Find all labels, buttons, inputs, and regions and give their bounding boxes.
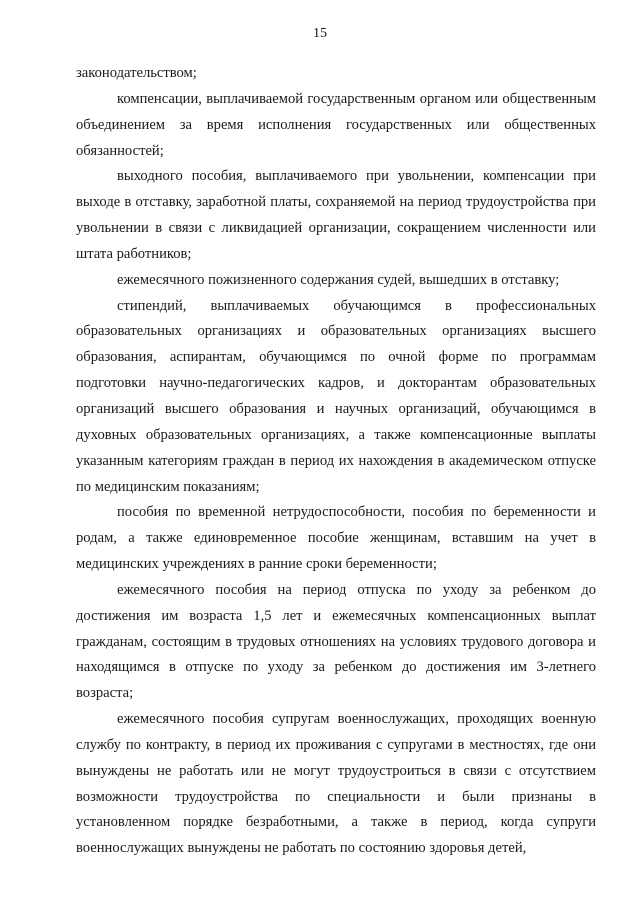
paragraph-legislation: законодательством; xyxy=(76,65,197,81)
paragraph-judges-allowance: ежемесячного пожизненного содержания судей, вышедших в отставку; xyxy=(117,271,560,288)
paragraph-sick-leave-benefits: пособия по временной нетрудоспособности, пособия по беременности и родам, а также единовременное пособие женщинам, вставшим на учет в медицинских учреждениях в ранние сроки беременности; xyxy=(76,504,596,573)
document-body xyxy=(76,61,596,862)
paragraph-stipends: стипендий, выплачиваемых обучающимся в профессиональных образовательных организациях и образовательных организациях высшего образования, аспирантам, обучающимся по очной форме по программам подготовки научно-педагогических кадров, и докторантам образовательных организаций высшего образования и научных организаций, обучающимся в духовных образовательных организациях, а также компенсационные выплаты указанным категориям граждан в период их нахождения в академическом отпуске по медицинским показаниям; xyxy=(76,297,596,495)
paragraph-childcare-allowance: ежемесячного пособия на период отпуска по уходу за ребенком до достижения им возраста 1,5 лет и ежемесячных компенсационных выплат гражданам, состоящим в трудовых отношениях на условиях трудового договора и находящимся в отпуске по уходу за ребенком до достижения им 3-летнего возраста; xyxy=(76,581,596,702)
paragraph-compensation-public-duties: компенсации, выплачиваемой государственным органом или общественным объединением за время исполнения государственных или общественных обязанностей; xyxy=(76,90,596,159)
paragraph-severance-pay: выходного пособия, выплачиваемого при увольнении, компенсации при выходе в отставку, заработной платы, сохраняемой на период трудоустройства при увольнении в связи с ликвидацией организации, сокращением численности или штата работников; xyxy=(76,168,596,262)
paragraph-military-spouses-allowance: ежемесячного пособия супругам военнослужащих, проходящих военную службу по контракту, в период их проживания с супругами в местностях, где они вынуждены не работать или не могут трудоустроиться в связи с отсутствием возможности трудоустройства по специальности и были признаны в установленном порядке безработными, а также в период, когда супруги военнослужащих вынуждены не работать по состоянию здоровья детей, xyxy=(76,711,596,857)
page-number: 15 xyxy=(313,26,327,41)
